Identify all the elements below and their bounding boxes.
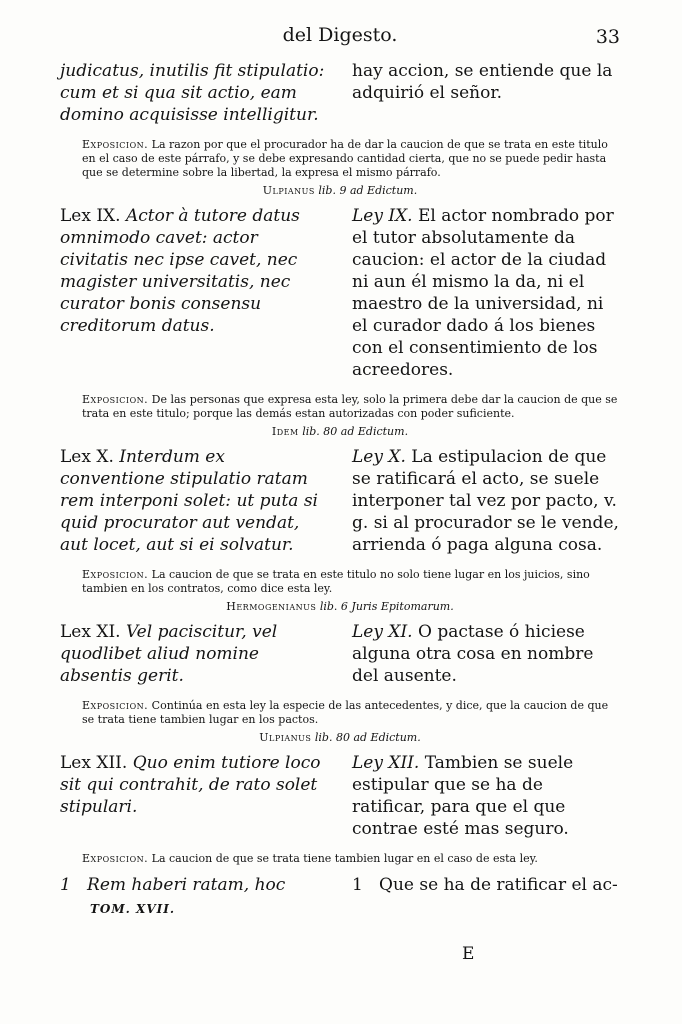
exposicion-heading: Exposicion. — [82, 699, 149, 712]
source-author: Hermogenianus — [226, 600, 317, 613]
exposicion-text: De las personas que expresa esta ley, solo la primera debe dar la caucion de que se trata en este titulo; porque las demás estan autorizadas con poder suficiente. — [82, 393, 618, 420]
lex-number: Lex IX. — [60, 206, 121, 226]
exposicion-heading: Exposicion. — [82, 393, 149, 406]
law-block — [60, 621, 620, 687]
spanish-column — [352, 205, 620, 381]
exposicion-text: La caucion de que se trata en este titulo no solo tiene lugar en los juicios, sino tambien en los contratos, como dice esta ley. — [82, 568, 590, 595]
spanish-column — [352, 446, 620, 556]
exposicion — [82, 852, 620, 866]
latin-column — [60, 752, 330, 840]
latin-text: judicatus, inutilis fit stipulatio: cum et si qua sit actio, eam domino acquisisse intelligitur. — [60, 61, 325, 125]
ley-number: Ley X. — [352, 447, 406, 467]
source-work: lib. 80 ad Edictum. — [314, 731, 421, 744]
footer-lines — [60, 874, 620, 920]
exposicion — [82, 568, 620, 596]
exposicion — [82, 138, 620, 180]
source-work: lib. 80 ad Edictum. — [302, 425, 409, 438]
latin-footnote — [60, 874, 330, 920]
exposicion — [82, 699, 620, 727]
footnote-number: 1 — [352, 875, 363, 895]
source-author: Idem — [271, 425, 299, 438]
source-author: Ulpianus — [262, 184, 315, 197]
law-block — [60, 752, 620, 840]
exposicion-text: La razon por que el procurador ha de dar la caucion de que se trata en este titulo en el caso de este párrafo, y se debe expresando cantidad cierta, que no se puede pedir hasta que se determine sobre la libertad, la expresa el mismo párrafo. — [82, 138, 608, 179]
exposicion-heading: Exposicion. — [82, 852, 149, 865]
lex-number: Lex XII. — [60, 753, 128, 773]
law-block — [60, 205, 620, 381]
spanish-text: O pactase ó hiciese alguna otra cosa en nombre del ausente. — [352, 622, 594, 686]
footnote-number: 1 — [60, 875, 71, 895]
latin-column — [60, 446, 330, 556]
source-work: lib. 6 Juris Epitomarum. — [319, 600, 454, 613]
page-number: 33 — [595, 26, 620, 48]
volume-label: TOM. XVII. — [90, 902, 176, 916]
spanish-column — [352, 621, 620, 687]
exposicion — [82, 393, 620, 421]
exposicion-heading: Exposicion. — [82, 138, 149, 151]
source-work: lib. 9 ad Edictum. — [318, 184, 418, 197]
source-citation — [60, 600, 620, 613]
latin-column — [60, 621, 330, 687]
spanish-text: El actor nombrado por el tutor absolutamente da caucion: el actor de la ciudad ni aun él mismo la da, ni el maestro de la universidad, ni el curador dado á los bienes con el consentimiento de los acreedores. — [352, 206, 614, 380]
top-continuation — [60, 60, 620, 126]
spanish-text: Tambien se suele estipular que se ha de ratificar, para que el que contrae esté mas seguro. — [352, 753, 574, 839]
running-title: del Digesto. — [282, 24, 398, 46]
exposicion-text: Continúa en esta ley la especie de las antecedentes, y dice, que la caucion de que se trata tiene tambien lugar en los pactos. — [82, 699, 609, 726]
spanish-text: hay accion, se entiende que la adquirió el señor. — [352, 61, 613, 103]
lex-number: Lex XI. — [60, 622, 121, 642]
running-head — [60, 24, 620, 54]
spanish-column — [352, 752, 620, 840]
latin-text: Vel paciscitur, vel quodlibet aliud nomine absentis gerit. — [60, 622, 278, 686]
latin-text: Interdum ex conventione stipulatio ratam rem interponi solet: ut puta si quid procurator aut vendat, aut locet, aut si ei solvatur. — [60, 447, 318, 555]
exposicion-heading: Exposicion. — [82, 568, 149, 581]
source-citation — [60, 425, 620, 438]
lex-number: Lex X. — [60, 447, 114, 467]
latin-footnote-text: Rem haberi ratam, hoc — [87, 875, 286, 895]
source-citation — [60, 731, 620, 744]
source-citation — [60, 184, 620, 197]
ley-number: Ley XII. — [352, 753, 420, 773]
law-block — [60, 446, 620, 556]
latin-text: Actor à tutore datus omnimodo cavet: actor civitatis nec ipse cavet, nec magister universitatis, nec curator bonis consensu creditorum datus. — [60, 206, 300, 336]
latin-text: Quo enim tutiore loco sit qui contrahit, de rato solet stipulari. — [60, 753, 321, 817]
exposicion-text: La caucion de que se trata tiene tambien lugar en el caso de esta ley. — [151, 852, 538, 865]
source-author: Ulpianus — [259, 731, 312, 744]
spanish-text: La estipulacion de que se ratificará el acto, se suele interponer tal vez por pacto, v. g. si al procurador se le vende, arrienda ó paga alguna cosa. — [352, 447, 619, 555]
spanish-footnote — [352, 874, 620, 920]
page — [60, 24, 620, 920]
spanish-footnote-text: Que se ha de ratificar el ac- — [379, 875, 618, 895]
ley-number: Ley XI. — [352, 622, 413, 642]
ley-number: Ley IX. — [352, 206, 413, 226]
latin-column — [60, 205, 330, 381]
signature-mark: E — [462, 944, 475, 964]
